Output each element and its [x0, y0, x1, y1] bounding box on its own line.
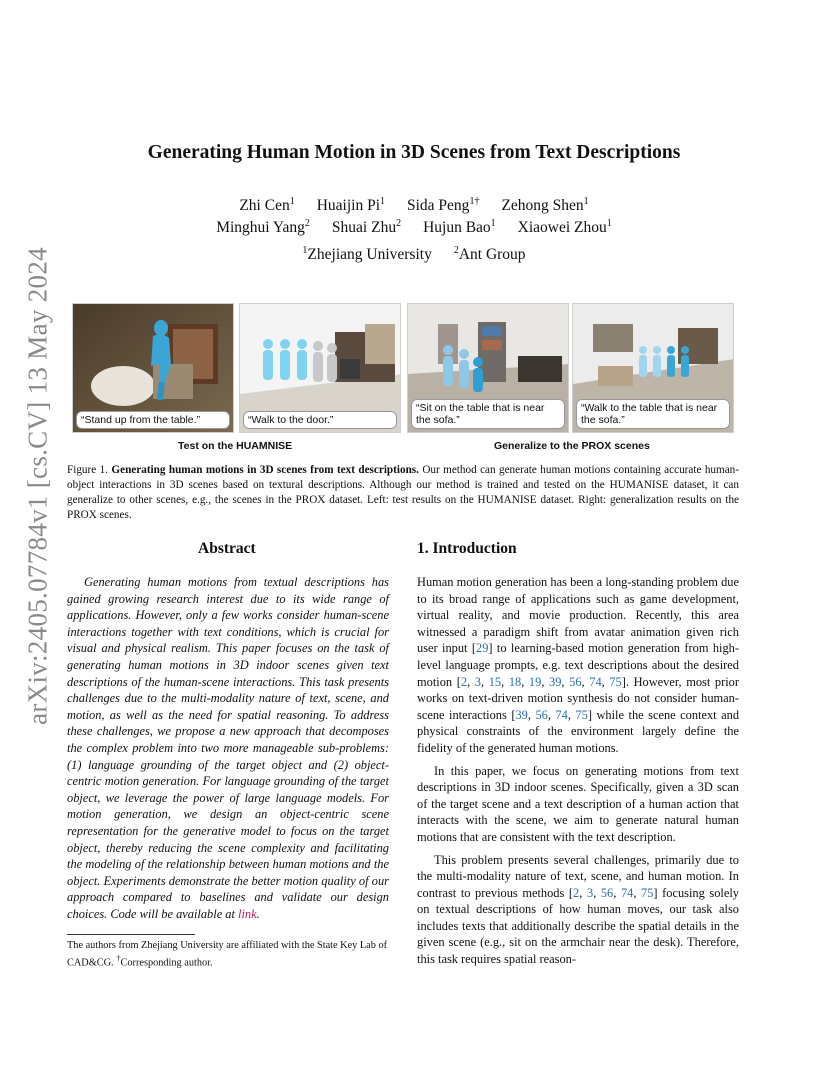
paragraph-text: ,: [581, 674, 590, 689]
abstract-body: [67, 574, 389, 922]
author-affiliation-mark: 1: [380, 196, 385, 207]
paragraph-text: ,: [541, 674, 550, 689]
footnote-text-2: Corresponding author.: [120, 957, 213, 969]
author-affiliation-mark: 1: [606, 218, 612, 229]
abstract-end: .: [256, 906, 260, 921]
author-name: Minghui Yang: [216, 219, 305, 237]
paragraph-text: ,: [567, 707, 576, 722]
paragraph-text: This problem presents several challenges, primarily due to the multi-modality nature of text, scene, and human motion. In contrast to previous methods [: [417, 852, 739, 900]
affiliations: [80, 245, 748, 264]
citation-link[interactable]: 18: [508, 674, 522, 689]
intro-paragraph-2: In this paper, we focus on generating motions from text descriptions in 3D indoor scenes. Specifically, given a 3D scan of the target scene and a text description of a human action that interacts with the scene, we aim to generate natural human motions that are consistent with the text description.: [417, 763, 739, 844]
paragraph-text: ,: [561, 674, 570, 689]
author: [501, 197, 588, 214]
affiliation-mark: 1: [302, 245, 308, 256]
paragraph-text: ,: [467, 674, 475, 689]
author-name: Zehong Shen: [501, 197, 584, 215]
arxiv-stamp: [18, 247, 58, 725]
citation-link[interactable]: 2: [573, 885, 580, 900]
paragraph-text: ,: [547, 707, 556, 722]
paper-title: Generating Human Motion in 3D Scenes from Text Descriptions: [147, 142, 681, 163]
figure-panel-2: [239, 303, 401, 433]
paragraph-text: ,: [633, 885, 642, 900]
panel-4-caption: “Walk to the table that is near the sofa.”: [576, 399, 730, 429]
citation-link[interactable]: 39: [549, 674, 562, 689]
arxiv-id: arXiv:2405.07784v1 [cs.CV] 13 May 2024: [22, 247, 53, 725]
citation-link[interactable]: 56: [600, 885, 614, 900]
footnote-rule: [67, 934, 195, 935]
author-list-line-1: [80, 196, 748, 215]
author-affiliation-mark: 1: [583, 196, 589, 207]
footnote-dagger: †: [116, 953, 121, 963]
paragraph-text: ,: [501, 674, 509, 689]
author-list-line-2: [80, 218, 748, 237]
paragraph-text: ] focusing solely on textual descriptions of how human moves, our task also includes texts that additionally describe the spatial details in the given scene (e.g., sit on the armchair near the desk). Therefore, this task requires spatial reason-: [417, 885, 740, 967]
author-affiliation-mark: 2: [396, 218, 402, 229]
affiliation: [302, 246, 431, 263]
intro-paragraph-1: [417, 574, 739, 757]
code-link[interactable]: link: [238, 906, 257, 921]
figure-panel-3: [407, 303, 569, 433]
paragraph-text: ,: [601, 674, 610, 689]
figure-caption-text: Our method can generate human motions containing accurate human-object interactions in 3D scenes based on textural descriptions. Although our method is trained and tested on the HUMANISE dataset, it can generalize to other scenes, e.g., the scenes in the PROX dataset. Left: test results on the HUMANISE dataset. Right: generalization results on the PROX scenes.: [67, 464, 740, 521]
paragraph-text: ,: [521, 674, 529, 689]
paragraph-text: ,: [527, 707, 536, 722]
figure-caption-label: Figure 1.: [67, 464, 108, 476]
author: [423, 219, 496, 236]
paragraph-text: ,: [579, 885, 587, 900]
paragraph-text: Human motion generation has been a long-standing problem due to its broad range of applications such as game development, virtual reality, and movie production. Recently, this area witnessed a paradigm shift from avatar animation given rich user input [: [417, 575, 739, 656]
affiliation-name: Ant Group: [458, 246, 526, 264]
footnote: [67, 939, 389, 969]
citation-link[interactable]: 29: [476, 641, 489, 656]
citation-link[interactable]: 74: [620, 885, 634, 900]
paragraph-text: ] to learning-based motion generation from high-level language prompts, e.g. text descriptions about the desired motion [: [417, 641, 739, 689]
introduction-body: [417, 574, 739, 968]
footnote-text-1: The authors from Zhejiang University are affiliated with the State Key Lab of CAD&CG.: [67, 940, 388, 969]
author: [518, 219, 612, 236]
paragraph-text: ] while the scene context and physical constraints of the environment largely define the fidelity of the generated human motions.: [417, 707, 740, 755]
affiliation: [454, 246, 526, 263]
author-name: Huaijin Pi: [316, 197, 380, 215]
author-name: Zhi Cen: [239, 197, 290, 215]
citation-link[interactable]: 19: [528, 674, 542, 689]
abstract-text: Generating human motions from textual descriptions has gained growing research interest due to its wide range of applications. However, only a few works consider human-scene interactions together with text conditions, which is crucial for visual and physical realism. This paper focuses on the task of generating human motions in 3D indoor scenes given text descriptions of the human-scene interactions. This task presents challenges due to the multi-modality nature of text, scene, and motion, as well as the need for spatial reasoning. To address these challenges, we propose a new approach that decomposes the complex problem into two more manageable sub-problems: (1) language grounding of the target object and (2) object-centric motion generation. For language grounding of the target object, we leverage the power of large language models. For motion generation, we design an object-centric scene representation for the generative model to focus on the target object, thereby reducing the scene complexity and facilitating the modeling of the relationship between human motions and the object. Experiments demonstrate the better motion quality of our approach compared to baselines and validate our design choices. Code will be available at: [67, 575, 389, 921]
panel-1-caption: “Stand up from the table.”: [76, 411, 230, 429]
citation-link[interactable]: 39: [515, 707, 528, 722]
author-name: Sida Peng: [407, 197, 470, 215]
citation-link[interactable]: 74: [555, 707, 568, 722]
author: [332, 219, 401, 236]
figure-panel-1: [72, 303, 234, 433]
panel-2-caption: “Walk to the door.”: [243, 411, 397, 429]
figure-panel-4: [572, 303, 734, 433]
panel-3-caption: “Sit on the table that is near the sofa.”: [411, 399, 565, 429]
author: [317, 197, 385, 214]
citation-link[interactable]: 2: [460, 674, 468, 689]
intro-paragraph-3: [417, 852, 739, 968]
citation-link[interactable]: 15: [488, 674, 502, 689]
paragraph-text: ,: [480, 674, 489, 689]
author-name: Hujun Bao: [423, 219, 491, 237]
author-name: Shuai Zhu: [331, 219, 397, 237]
paragraph-text: ,: [593, 885, 601, 900]
affiliation-name: Zhejiang University: [307, 246, 432, 264]
paragraph-text: ,: [613, 885, 621, 900]
citation-link[interactable]: 75: [575, 707, 588, 722]
author-affiliation-mark: 1: [289, 196, 295, 207]
citation-link[interactable]: 75: [641, 885, 654, 900]
introduction-heading: 1. Introduction: [417, 540, 517, 557]
author-affiliation-mark: 2: [304, 218, 310, 229]
figure-left-label: Test on the HUAMNISE: [178, 440, 293, 452]
paragraph-text: ]. However, most prior works on text-driven motion synthesis do not consider human-scene interactions [: [417, 674, 740, 722]
citation-link[interactable]: 3: [586, 885, 594, 900]
figure-right-label: Generalize to the PROX scenes: [494, 440, 650, 452]
figure-caption: [67, 463, 739, 523]
author-name: Xiaowei Zhou: [517, 219, 607, 237]
author-affiliation-mark: 1: [490, 218, 496, 229]
author: [239, 197, 294, 214]
author: [407, 197, 479, 214]
citation-link[interactable]: 74: [589, 674, 602, 689]
citation-link[interactable]: 3: [474, 674, 481, 689]
author: [216, 219, 310, 236]
abstract-heading: Abstract: [198, 540, 256, 557]
citation-link[interactable]: 56: [535, 707, 548, 722]
citation-link[interactable]: 75: [609, 674, 622, 689]
figure-caption-bold: Generating human motions in 3D scenes from text descriptions.: [111, 464, 419, 476]
citation-link[interactable]: 56: [569, 674, 582, 689]
affiliation-mark: 2: [453, 245, 459, 256]
figure-1: [72, 303, 738, 433]
author-affiliation-mark: 1†: [469, 196, 480, 207]
